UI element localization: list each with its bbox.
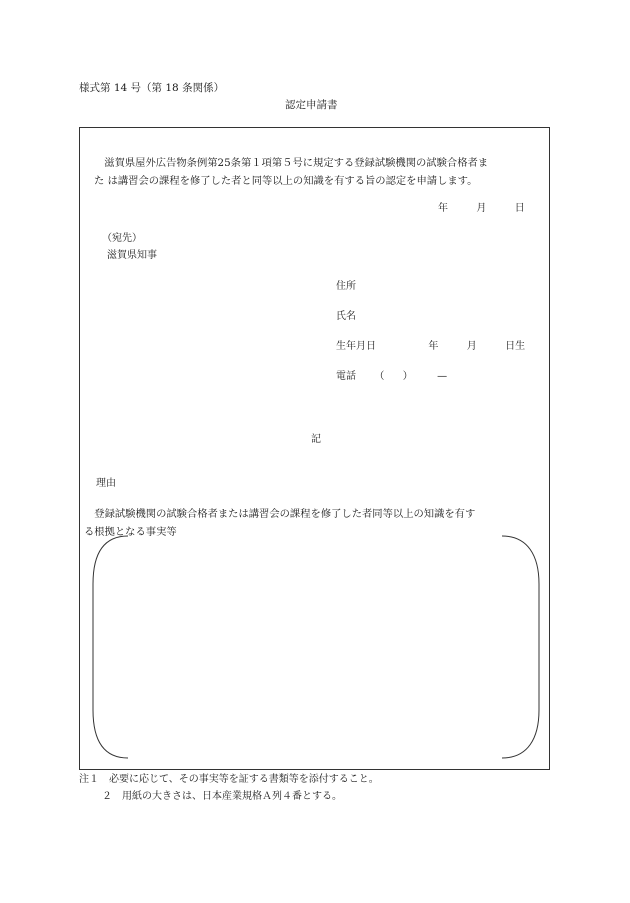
date-day-label: 日: [514, 203, 525, 214]
phone-label: 電話: [336, 371, 356, 382]
addressee-recipient: 滋賀県知事: [107, 250, 157, 261]
statement-line-2: た は講習会の課程を修了した者と同等以上の知識を有する旨の認定を申請します。: [94, 175, 478, 187]
birthdate-label: 生年月日: [336, 341, 376, 352]
phone-open-paren: （: [374, 371, 385, 382]
application-statement: [94, 154, 488, 190]
reason-label: 理由: [96, 478, 116, 489]
addressee-label: （宛先）: [102, 233, 142, 244]
birth-month-label: 月: [466, 341, 477, 352]
birthdate-row: [336, 341, 525, 353]
note-1: 注１ 必要に応じて、その事実等を証する書類等を添付すること。: [79, 774, 379, 785]
date-year-label: 年: [438, 203, 448, 214]
phone-close-paren: ）: [402, 371, 413, 382]
phone-row: [336, 371, 447, 383]
birth-day-label: 日生: [505, 341, 526, 352]
ki-marker: 記: [311, 434, 321, 445]
date-month-label: 月: [476, 203, 487, 214]
address-label: 住所: [336, 281, 356, 292]
reason-line-2: る根拠となる事実等: [84, 526, 177, 538]
name-label: 氏名: [336, 311, 356, 322]
reason-line-1: 登録試験機関の試験合格者または講習会の課程を修了した者同等以上の知識を有す: [84, 508, 476, 520]
date-line: [438, 203, 525, 215]
evidence-bracket-area: [90, 534, 542, 760]
phone-dash: —: [437, 371, 448, 382]
right-bracket: [502, 536, 539, 758]
left-bracket: [93, 536, 128, 758]
birth-year-label: 年: [428, 341, 439, 352]
statement-line-1: 滋賀県屋外広告物条例第25条第１項第５号に規定する登録試験機関の試験合格者ま: [94, 157, 489, 169]
note-2: ２ 用紙の大きさは、日本産業規格Ａ列４番とする。: [102, 791, 342, 802]
form-number: 様式第 14 号（第 18 条関係）: [79, 82, 225, 94]
document-title: 認定申請書: [285, 99, 338, 111]
